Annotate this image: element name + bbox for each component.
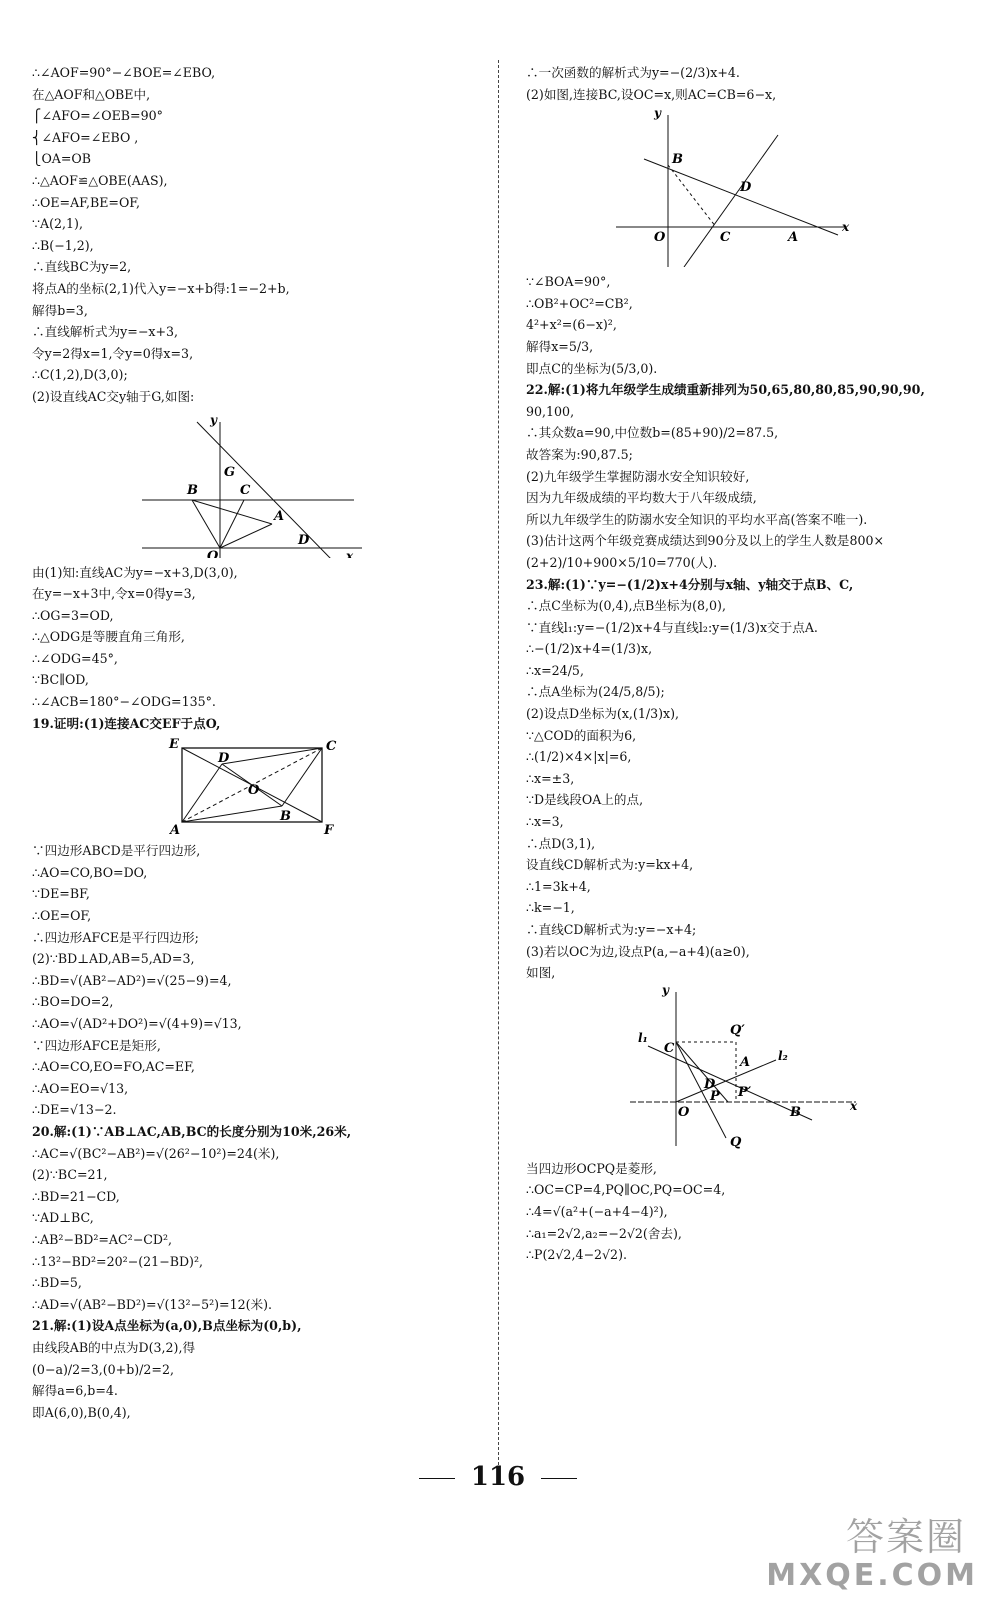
text-line: ∴点D(3,1),	[526, 835, 596, 851]
text-line: (0−a)/2=3,(0+b)/2=2,	[32, 1361, 174, 1377]
label-o: O	[207, 548, 219, 558]
text-line: ∴AO=EO=√13,	[32, 1080, 129, 1096]
label-c4: C	[664, 1040, 675, 1056]
text-line: ∴BD=21−CD,	[32, 1188, 120, 1204]
text-line: ∴OG=3=OD,	[32, 607, 114, 623]
text-line: ∴AO=√(AD²+DO²)=√(4+9)=√13,	[32, 1016, 242, 1031]
text-line: ∴△ODG是等腰直角三角形,	[32, 629, 185, 645]
label-o2: O	[248, 783, 260, 799]
right-block-3	[526, 1158, 988, 1266]
label-a2: A	[170, 823, 181, 837]
text-line: ∴直线解析式为y=−x+3,	[32, 324, 179, 340]
left-column	[32, 62, 482, 1423]
text-line: 当四边形OCPQ是菱形,	[526, 1160, 657, 1176]
text-line: ∴x=±3,	[526, 770, 575, 786]
text-line: ∴OC=CP=4,PQ∥OC,PQ=OC=4,	[526, 1182, 726, 1198]
left-block-3	[32, 840, 482, 1423]
watermark-text-2: MXQE.COM	[766, 1558, 978, 1593]
dash-right	[541, 1478, 577, 1479]
label-a4: A	[740, 1054, 751, 1070]
text-line: ∴AC=√(BC²−AB²)=√(26²−10²)=24(米),	[32, 1145, 280, 1161]
label-y3: y	[654, 107, 661, 121]
text-line: ∴OB²+OC²=CB²,	[526, 295, 633, 311]
text-line: 由线段AB的中点为D(3,2),得	[32, 1339, 196, 1355]
figure-rhombus	[526, 986, 988, 1154]
text-line: ∴点C坐标为(0,4),点B坐标为(8,0),	[526, 598, 726, 614]
watermark-text-1: 答案圈	[845, 1515, 966, 1559]
text-line: ∴点A坐标为(24/5,8/5);	[526, 684, 665, 700]
label-b3: B	[672, 152, 683, 168]
text-line: 在y=−x+3中,令x=0得y=3,	[32, 586, 196, 602]
label-x3: x	[842, 220, 850, 235]
text-line: ∵△COD的面积为6,	[526, 727, 637, 743]
text-line: ∴(1/2)×4×|x|=6,	[526, 749, 632, 765]
label-y4: y	[662, 985, 669, 997]
label-f2: F	[324, 823, 334, 837]
text-line: ∵D是线段OA上的点,	[526, 792, 644, 808]
text-line: 在△AOF和△OBE中,	[32, 86, 151, 102]
text-line: ∴−(1/2)x+4=(1/3)x,	[526, 641, 653, 657]
text-line: (2)九年级学生掌握防溺水安全知识较好,	[526, 468, 750, 484]
label-d3: D	[740, 180, 752, 196]
dash-left	[419, 1478, 455, 1479]
label-a3: A	[788, 230, 799, 246]
label-l1: l₁	[638, 1030, 648, 1045]
text-line: ∵∠BOA=90°,	[526, 274, 611, 290]
label-b2: B	[280, 809, 291, 825]
label-g: G	[224, 464, 236, 480]
text-line: (2)设点D坐标为(x,(1/3)x),	[526, 706, 680, 722]
text-line: ∵直线l₁:y=−(1/2)x+4与直线l₂:y=(1/3)x交于点A.	[526, 619, 818, 635]
label-o4: O	[678, 1104, 690, 1120]
label-l2: l₂	[778, 1048, 788, 1063]
column-divider	[498, 60, 499, 1465]
label-q1: Q′	[730, 1022, 745, 1038]
text-line: ∴直线CD解析式为:y=−x+4;	[526, 922, 697, 937]
text-line: ∴AB²−BD²=AC²−CD²,	[32, 1231, 173, 1247]
text-line: ∴x=3,	[526, 814, 564, 830]
text-line: ∴k=−1,	[526, 900, 575, 916]
text-line: ∴AO=CO,EO=FO,AC=EF,	[32, 1059, 195, 1075]
text-line: 所以九年级学生的防溺水安全知识的平均水平高(答案不唯一).	[526, 511, 868, 527]
text-line: 解得x=5/3,	[526, 338, 594, 354]
label-x4: x	[850, 1098, 858, 1113]
text-line: (2)设直线AC交y轴于G,如图:	[32, 388, 195, 404]
label-b4: B	[790, 1104, 801, 1120]
text-line: ∴四边形AFCE是平行四边形;	[32, 929, 199, 945]
label-q4: Q	[730, 1134, 742, 1150]
text-line: (2)∵BD⊥AD,AB=5,AD=3,	[32, 951, 195, 967]
label-o3: O	[654, 230, 666, 246]
left-block-1	[32, 62, 482, 408]
label-d2: D	[218, 751, 230, 767]
text-line: (3)若以OC为边,设点P(a,−a+4)(a≥0),	[526, 943, 750, 959]
text-line: ∴DE=√13−2.	[32, 1102, 117, 1118]
text-line: 解得a=6,b=4.	[32, 1383, 118, 1399]
text-line: (2)如图,连接BC,设OC=x,则AC=CB=6−x,	[526, 86, 777, 102]
text-line: ∴BO=DO=2,	[32, 994, 114, 1010]
figure-line-ac	[32, 410, 482, 558]
figure-3-svg	[526, 107, 988, 267]
page-number-text: 116	[470, 1462, 526, 1492]
text-line: ∴x=24/5,	[526, 662, 584, 678]
text-line: ∵A(2,1),	[32, 216, 83, 232]
text-line: 解得b=3,	[32, 302, 88, 318]
figure-line-ba	[526, 107, 988, 267]
figure-2-svg	[32, 736, 482, 836]
text-line: (2)∵BC=21,	[32, 1167, 108, 1183]
text-line: ∵四边形ABCD是平行四边形,	[32, 843, 201, 859]
text-line: 23.解:(1)∵y=−(1/2)x+4分别与x轴、y轴交于点B、C,	[526, 576, 854, 592]
text-line: 如图,	[526, 965, 556, 981]
text-line: 设直线CD解析式为:y=kx+4,	[526, 857, 694, 873]
text-line: ∴13²−BD²=20²−(21−BD)²,	[32, 1253, 204, 1269]
text-line: 令y=2得x=1,令y=0得x=3,	[32, 345, 194, 361]
left-block-2	[32, 562, 482, 735]
label-d: D	[298, 532, 310, 548]
text-line: 由(1)知:直线AC为y=−x+3,D(3,0),	[32, 564, 238, 580]
text-line: 4²+x²=(6−x)²,	[526, 317, 617, 333]
text-line: ∵DE=BF,	[32, 886, 90, 902]
text-line: ∴P(2√2,4−2√2).	[526, 1247, 627, 1263]
watermark	[760, 1506, 990, 1600]
text-line: 即点C的坐标为(5/3,0).	[526, 360, 658, 376]
text-line: 21.解:(1)设A点坐标为(a,0),B点坐标为(0,b),	[32, 1318, 302, 1334]
text-line: ⎨∠AFO=∠EBO ,	[32, 129, 139, 145]
text-line: ∴其众数a=90,中位数b=(85+90)/2=87.5,	[526, 425, 779, 441]
text-line: 将点A的坐标(2,1)代入y=−x+b得:1=−2+b,	[32, 280, 290, 296]
text-line: ∴∠ACB=180°−∠ODG=135°.	[32, 694, 216, 710]
text-line: ∵AD⊥BC,	[32, 1210, 94, 1226]
label-d4: D	[704, 1076, 716, 1092]
figure-1-svg	[32, 410, 482, 558]
text-line: ∴直线BC为y=2,	[32, 259, 132, 275]
text-line: 20.解:(1)∵AB⊥AC,AB,BC的长度分别为10米,26米,	[32, 1123, 352, 1139]
text-line: ⎩OA=OB	[32, 151, 91, 167]
figure-4-svg	[526, 986, 988, 1154]
text-line: 即A(6,0),B(0,4),	[32, 1404, 131, 1420]
text-line: ∴AO=CO,BO=DO,	[32, 864, 148, 880]
text-line: ∵四边形AFCE是矩形,	[32, 1037, 161, 1053]
text-line: ∴C(1,2),D(3,0);	[32, 367, 128, 383]
text-line: ∴BD=5,	[32, 1275, 82, 1291]
text-line: ∴OE=AF,BE=OF,	[32, 194, 141, 210]
label-p1: P′	[738, 1084, 752, 1100]
text-line: ∴OE=OF,	[32, 908, 92, 924]
text-line: (2+2)/10+900×5/10=770(人).	[526, 554, 718, 570]
figure-parallelogram	[32, 736, 482, 836]
text-line: ∴AD=√(AB²−BD²)=√(13²−5²)=12(米).	[32, 1296, 273, 1312]
text-line: 故答案为:90,87.5;	[526, 446, 633, 462]
text-line: ∴△AOF≌△OBE(AAS),	[32, 172, 168, 188]
text-line: ∴1=3k+4,	[526, 878, 591, 894]
text-line: 因为九年级成绩的平均数大于八年级成绩,	[526, 490, 757, 506]
text-line: ∴∠AOF=90°−∠BOE=∠EBO,	[32, 65, 216, 80]
right-column	[526, 62, 988, 1266]
label-e: E	[169, 737, 179, 753]
label-a: A	[274, 508, 285, 524]
text-line: ∴B(−1,2),	[32, 237, 94, 253]
text-line: ∴a₁=2√2,a₂=−2√2(舍去),	[526, 1225, 682, 1241]
right-block-1	[526, 62, 988, 105]
text-line: ⎧∠AFO=∠OEB=90°	[32, 108, 163, 124]
page-number	[0, 1462, 996, 1492]
text-line: ∵BC∥OD,	[32, 672, 89, 688]
right-block-2	[526, 271, 988, 984]
text-line: 90,100,	[526, 403, 575, 419]
label-y: y	[210, 412, 217, 427]
text-line: ∴BD=√(AB²−AD²)=√(25−9)=4,	[32, 972, 232, 988]
label-b: B	[187, 482, 198, 498]
text-line: 19.证明:(1)连接AC交EF于点O,	[32, 715, 221, 731]
label-x: x	[346, 548, 354, 558]
text-line: (3)估计这两个年级竞赛成绩达到90分及以上的学生人数是800×	[526, 533, 885, 549]
text-line: ∴∠ODG=45°,	[32, 650, 118, 666]
label-c2: C	[326, 739, 337, 755]
text-line: ∴4=√(a²+(−a+4−4)²),	[526, 1203, 668, 1219]
text-line: ∴一次函数的解析式为y=−(2/3)x+4.	[526, 65, 740, 80]
label-c: C	[240, 482, 251, 498]
label-p4: P	[710, 1088, 720, 1104]
text-line: 22.解:(1)将九年级学生成绩重新排列为50,65,80,80,85,90,90,90,	[526, 382, 925, 398]
label-c3: C	[720, 230, 731, 246]
